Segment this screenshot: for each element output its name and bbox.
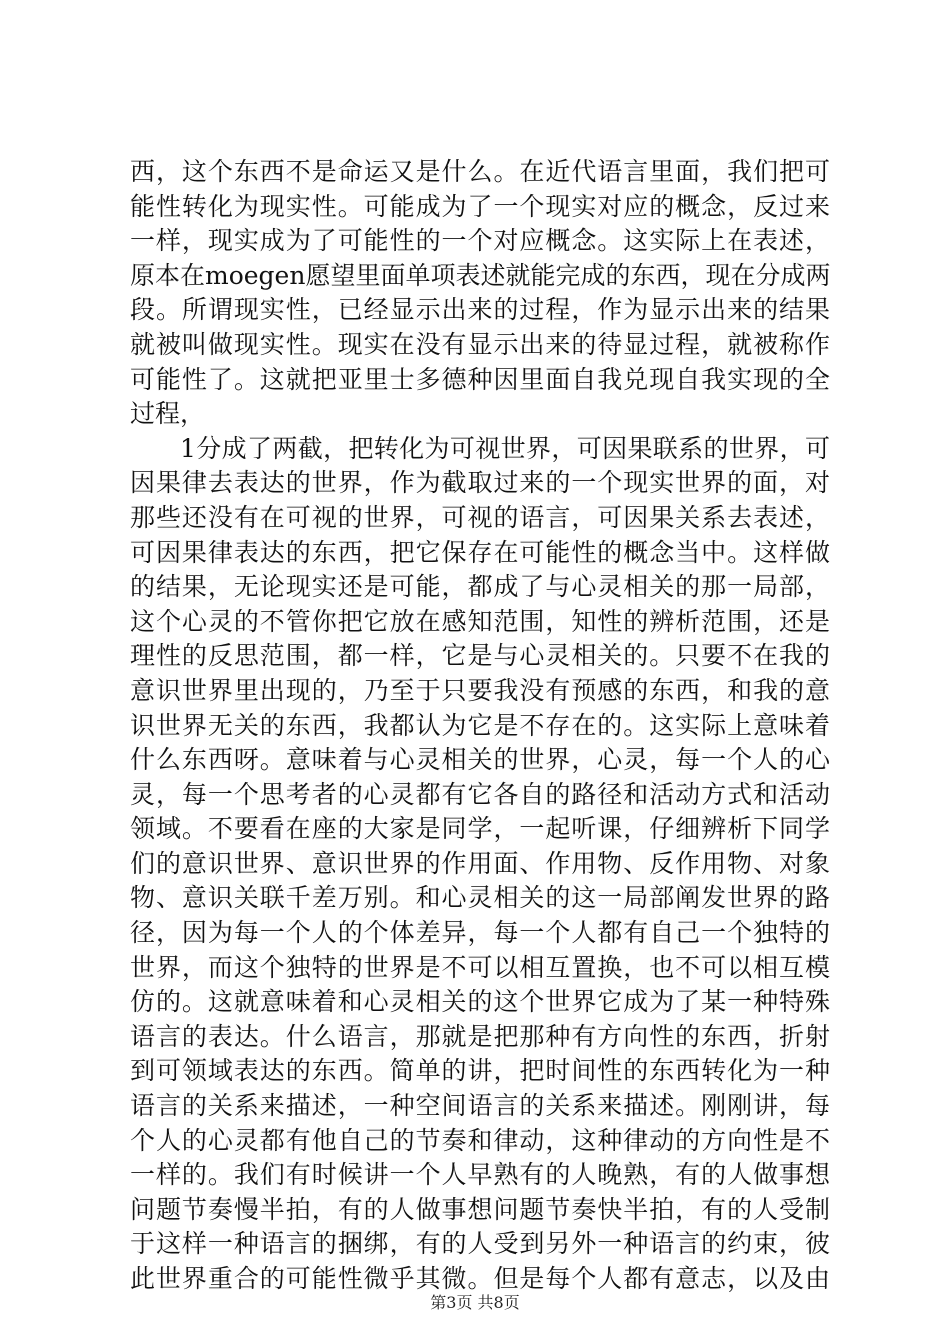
- text-line: 物、意识关联千差万别。和心灵相关的这一局部阐发世界的路: [130, 883, 830, 913]
- text-line: 这个心灵的不管你把它放在感知范围，知性的辨析范围，还是: [130, 606, 830, 636]
- text-line: 领域。不要看在座的大家是同学，一起听课，仔细辨析下同学: [130, 814, 830, 844]
- text-line: 世界，而这个独特的世界是不可以相互置换，也不可以相互模: [130, 952, 830, 982]
- text-line: 个人的心灵都有他自己的节奏和律动，这种律动的方向性是不: [130, 1125, 830, 1155]
- text-line: 那些还没有在可视的世界，可视的语言，可因果关系去表述，: [130, 502, 830, 532]
- text-line: 识世界无关的东西，我都认为它是不存在的。这实际上意味着: [130, 710, 830, 740]
- text-line: 于这样一种语言的捆绑，有的人受到另外一种语言的约束，彼: [130, 1229, 830, 1259]
- text-line: 一样，现实成为了可能性的一个对应概念。这实际上在表述，: [130, 226, 830, 256]
- text-line: 意识世界里出现的，乃至于只要我没有预感的东西，和我的意: [130, 675, 830, 705]
- text-line: 理性的反思范围，都一样，它是与心灵相关的。只要不在我的: [130, 641, 830, 671]
- text-line: 原本在moegen愿望里面单项表述就能完成的东西，现在分成两: [130, 260, 830, 290]
- text-line: 语言的关系来描述，一种空间语言的关系来描述。刚刚讲，每: [130, 1091, 830, 1121]
- text-line: 一样的。我们有时候讲一个人早熟有的人晚熟，有的人做事想: [130, 1160, 830, 1190]
- body-text: [130, 155, 830, 1297]
- text-line: 语言的表达。什么语言，那就是把那种有方向性的东西，折射: [130, 1021, 830, 1051]
- text-line: 可因果律表达的东西，把它保存在可能性的概念当中。这样做: [130, 537, 830, 567]
- text-line: 灵，每一个思考者的心灵都有它各自的路径和活动方式和活动: [130, 779, 830, 809]
- text-line: 的结果，无论现实还是可能，都成了与心灵相关的那一局部，: [130, 572, 830, 602]
- text-line: 到可领域表达的东西。简单的讲，把时间性的东西转化为一种: [130, 1056, 830, 1086]
- text-line: 们的意识世界、意识世界的作用面、作用物、反作用物、对象: [130, 848, 830, 878]
- text-line: 1分成了两截，把转化为可视世界，可因果联系的世界，可: [180, 433, 830, 463]
- page-footer: 第3页 共8页: [430, 1293, 520, 1312]
- text-line: 什么东西呀。意味着与心灵相关的世界，心灵，每一个人的心: [130, 745, 830, 775]
- text-line: 过程，: [130, 399, 206, 429]
- text-line: 能性转化为现实性。可能成为了一个现实对应的概念，反过来: [130, 191, 830, 221]
- text-line: 段。所谓现实性，已经显示出来的过程，作为显示出来的结果: [130, 295, 830, 325]
- text-line: 因果律去表达的世界，作为截取过来的一个现实世界的面，对: [130, 468, 830, 498]
- text-line: 仿的。这就意味着和心灵相关的这个世界它成为了某一种特殊: [130, 987, 830, 1017]
- text-line: 可能性了。这就把亚里士多德种因里面自我兑现自我实现的全: [130, 364, 830, 394]
- text-line: 此世界重合的可能性微乎其微。但是每个人都有意志，以及由: [130, 1264, 830, 1293]
- text-line: 径，因为每一个人的个体差异，每一个人都有自己一个独特的: [130, 918, 830, 948]
- text-line: 问题节奏慢半拍，有的人做事想问题节奏快半拍，有的人受制: [130, 1194, 830, 1224]
- text-line: 西，这个东西不是命运又是什么。在近代语言里面，我们把可: [130, 157, 830, 186]
- text-line: 就被叫做现实性。现实在没有显示出来的待显过程，就被称作: [130, 329, 830, 359]
